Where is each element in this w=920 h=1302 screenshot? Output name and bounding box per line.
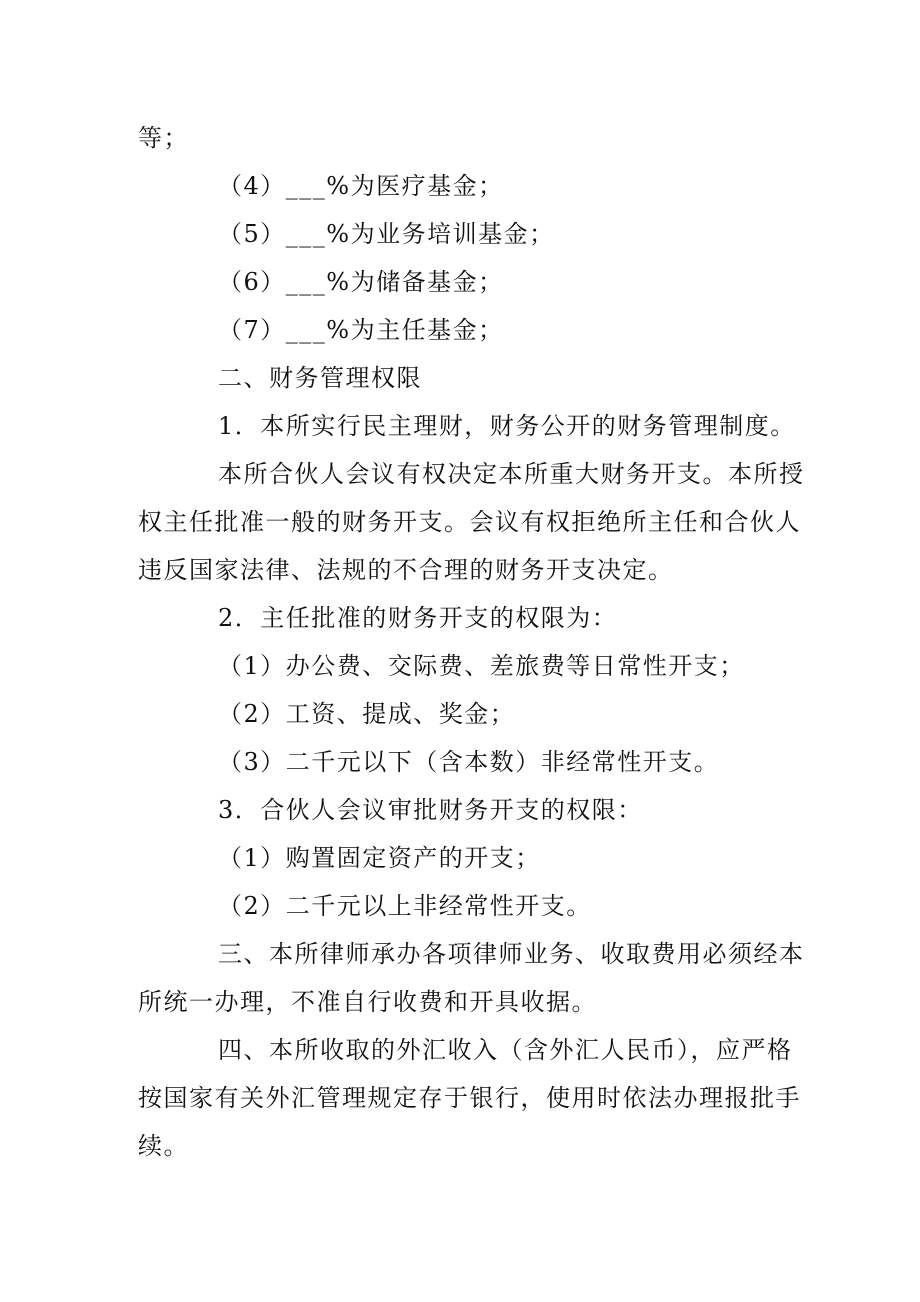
text-line: 3．合伙人会议审批财务开支的权限：: [218, 796, 643, 824]
text-line: 所统一办理，不准自行收费和开具收据。: [138, 988, 597, 1016]
text-line: 等；: [138, 124, 189, 152]
text-line: （1）购置固定资产的开支；: [218, 844, 541, 872]
text-line: （2）工资、提成、奖金；: [218, 700, 516, 728]
section-heading: 四、本所收取的外汇收入（含外汇人民币），应严格: [218, 1036, 793, 1064]
text-line: （7）___%为主任基金；: [218, 316, 504, 344]
section-heading: 三、本所律师承办各项律师业务、收取费用必须经本: [218, 940, 805, 968]
text-line: 权主任批准一般的财务开支。会议有权拒绝所主任和合伙人: [138, 508, 801, 536]
text-line: 违反国家法律、法规的不合理的财务开支决定。: [138, 556, 674, 584]
text-line: 1．本所实行民主理财，财务公开的财务管理制度。: [218, 412, 796, 440]
text-line: （1）办公费、交际费、差旅费等日常性开支；: [218, 652, 745, 680]
text-line: （5）___%为业务培训基金；: [218, 220, 555, 248]
section-heading: 二、财务管理权限: [218, 364, 422, 392]
text-line: 本所合伙人会议有权决定本所重大财务开支。本所授: [218, 460, 805, 488]
text-line: （3）二千元以下（含本数）非经常性开支。: [218, 748, 720, 776]
text-line: 2．主任批准的财务开支的权限为：: [218, 604, 618, 632]
text-line: （6）___%为储备基金；: [218, 268, 504, 296]
text-line: 按国家有关外汇管理规定存于银行，使用时依法办理报批手: [138, 1084, 801, 1112]
text-line: （4）___%为医疗基金；: [218, 172, 504, 200]
text-line: 续。: [138, 1132, 189, 1160]
text-line: （2）二千元以上非经常性开支。: [218, 892, 592, 920]
